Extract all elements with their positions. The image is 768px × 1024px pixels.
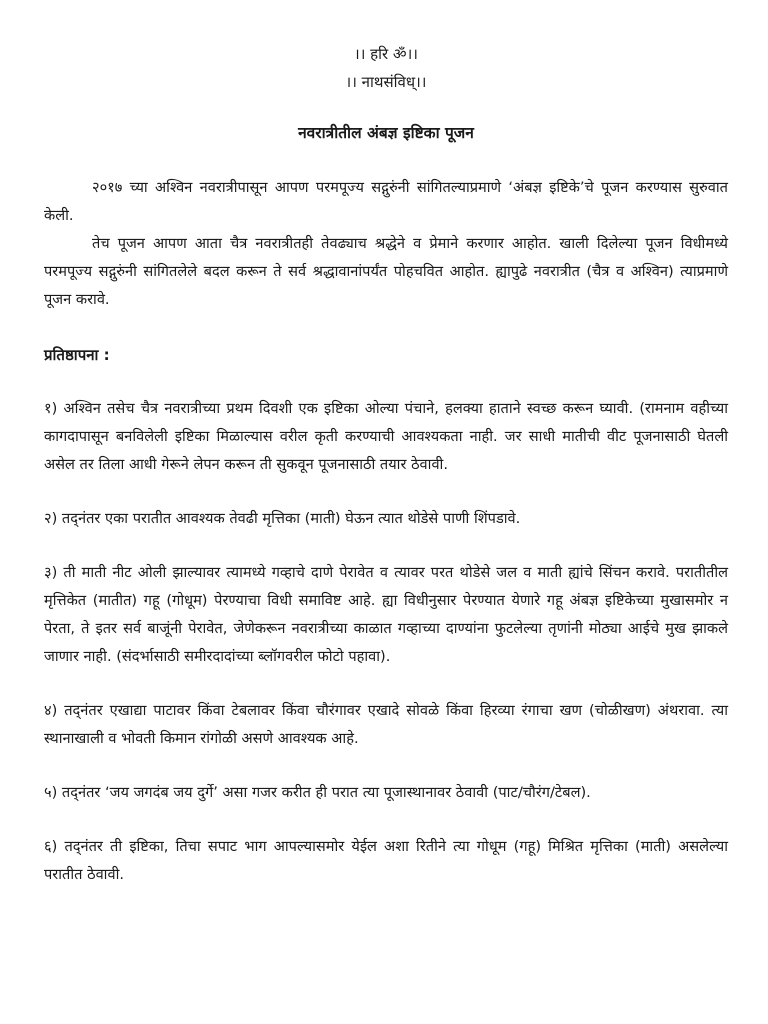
step-2: २) तद्नंतर एका परातीत आवश्यक तेवढी मृत्तिका (माती) घेऊन त्यात थोडेसे पाणी शिंपडावे. bbox=[44, 510, 521, 527]
intro-paragraph-2: तेच पूजन आपण आता चैत्र नवरात्रीतही तेवढ्याच श्रद्धेने व प्रेमाने करणार आहोत. खाली दिलेल्या पूजन विधीमध्ये परमपूज्य सद्गुरुंनी सांगितलेले बदल करून ते सर्व श्रद्धावानांपर्यंत पोहचवित आहोत. ह्यापुढे नवरात्रीत (चैत्र व अश्विन) त्याप्रमाणे पूजन करावे. bbox=[44, 235, 728, 308]
step-5: ५) तद्नंतर ‘जय जगदंब जय दुर्गे’ असा गजर करीत ही परात त्या पूजास्थानावर ठेवावी (पाट/चौरंग/टेबल). bbox=[44, 784, 591, 801]
step-1: १) अश्विन तसेच चैत्र नवरात्रीच्या प्रथम दिवशी एक इष्टिका ओल्या पंचाने, हलक्या हाताने स्वच्छ करून घ्यावी. (रामनाम वहीच्या कागदापासून बनविलेली इष्टिका मिळाल्यास वरील कृती करण्याची आवश्यकता नाही. जर साधी मातीची वीट पूजनासाठी घेतली असेल तर तिला आधी गेरूने लेपन करून ती सुकवून पूजनासाठी तयार ठेवावी. bbox=[44, 400, 728, 473]
document-page bbox=[44, 40, 728, 889]
intro-paragraph-1: २०१७ च्या अश्विन नवरात्रीपासून आपण परमपूज्य सद्गुरुंनी सांगितल्याप्रमाणे ‘अंबज्ञ इष्टिके’चे पूजन करण्यास सुरुवात केली. bbox=[44, 179, 728, 224]
section-heading: प्रतिष्ठापना : bbox=[44, 346, 110, 364]
invocation-line-2: ।। नाथसंविध्।। bbox=[345, 73, 427, 91]
step-3: ३) ती माती नीट ओली झाल्यावर त्यामध्ये गव्हाचे दाणे पेरावेत व त्यावर परत थोडेसे जल व माती ह्यांचे सिंचन करावे. परातीतील मृत्तिकेत (मातीत) गहू (गोधूम) पेरण्याचा विधी समाविष्ट आहे. ह्या विधीनुसार पेरण्यात येणारे गहू अंबज्ञ इष्टिकेच्या मुखासमोर न पेरता, ते इतर सर्व बाजूंनी पेरावेत, जेणेकरून नवरात्रीच्या काळात गव्हाच्या दाण्यांना फुटलेल्या तृणांनी मोठ्या आईचे मुख झाकले जाणार नाही. (संदर्भासाठी समीरदादांच्या ब्लॉगवरील फोटो पहावा). bbox=[44, 564, 728, 665]
page-title: नवरात्रीतील अंबज्ञ इष्टिका पूजन bbox=[298, 124, 474, 142]
step-6: ६) तद्नंतर ती इष्टिका, तिचा सपाट भाग आपल्यासमोर येईल अशा रितीने त्या गोधूम (गहू) मिश्रित मृत्तिका (माती) असलेल्या परातीत ठेवावी. bbox=[44, 838, 728, 883]
invocation-line-1: ।। हरि ॐ।। bbox=[354, 45, 418, 63]
step-4: ४) तद्नंतर एखाद्या पाटावर किंवा टेबलावर किंवा चौरंगावर एखादे सोवळे किंवा हिरव्या रंगाचा खण (चोळीखण) अंथरावा. त्या स्थानाखाली व भोवती किमान रांगोळी असणे आवश्यक आहे. bbox=[44, 702, 728, 747]
